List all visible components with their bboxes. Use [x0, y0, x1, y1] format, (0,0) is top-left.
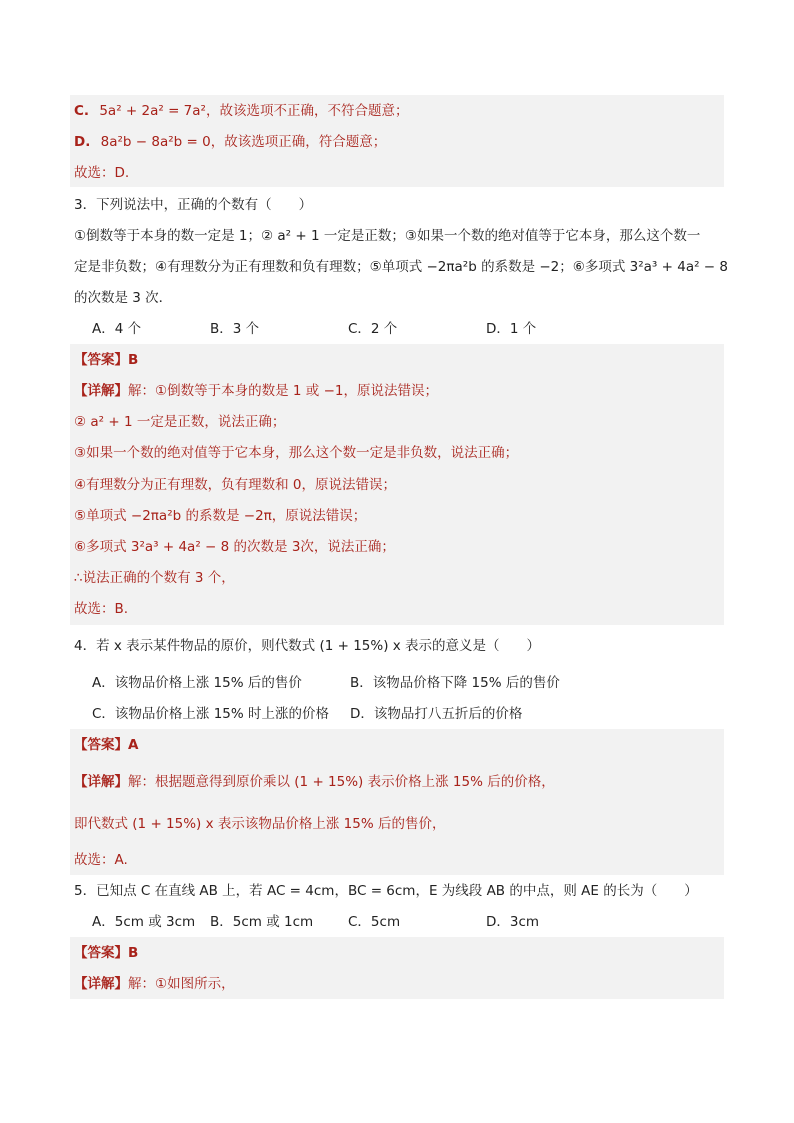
q4-detail-line-2: 即代数式 (1 + 15%) x 表示该物品价格上涨 15% 后的售价，: [74, 816, 446, 832]
q4-option-d: D．该物品打八五折后的价格: [350, 706, 523, 722]
q4-answer: 【答案】A: [74, 737, 139, 753]
q3-detail-line-6: ⑥多项式 3²a³ + 4a² − 8 的次数是 3次，说法正确；: [74, 539, 395, 555]
q3-detail-line-4: ④有理数分为正有理数，负有理数和 0，原说法错误；: [74, 477, 396, 493]
q3-choose: 故选：B.: [74, 601, 129, 617]
q3-stem: 3．下列说法中，正确的个数有（ ）: [74, 197, 313, 213]
q4-option-b: B．该物品价格下降 15% 后的售价: [350, 675, 560, 691]
q5-answer: 【答案】B: [74, 945, 139, 961]
q4-stem: 4．若 x 表示某件物品的原价，则代数式 (1 + 15%) x 表示的意义是（ ）: [74, 638, 541, 654]
q4-option-c: C．该物品价格上涨 15% 时上涨的价格: [92, 706, 330, 722]
q3-detail-line-5: ⑤单项式 −2πa²b 的系数是 −2π，原说法错误；: [74, 508, 367, 524]
q5-option-b: B．5cm 或 1cm: [210, 914, 314, 930]
q5-option-c: C．5cm: [348, 914, 401, 930]
q3-statement-line-2: 定是非负数；④有理数分为正有理数和负有理数；⑤单项式 −2πa²b 的系数是 −2；⑥多项式 3²a³ + 4a² − 8: [74, 259, 728, 275]
q3-option-a: A．4 个: [92, 321, 142, 337]
q3-detail-line-1: 【详解】解：①倒数等于本身的数是 1 或 −1，原说法错误；: [74, 383, 438, 399]
q3-statement-line-3: 的次数是 3 次．: [74, 290, 173, 306]
q5-option-d: D．3cm: [486, 914, 540, 930]
q4-choose: 故选：A.: [74, 852, 128, 868]
q4-option-a: A．该物品价格上涨 15% 后的售价: [92, 675, 302, 691]
q2-option-d-analysis: D. 8a²b − 8a²b = 0，故该选项正确，符合题意；: [74, 134, 387, 150]
q3-detail-line-2: ② a² + 1 一定是正数，说法正确；: [74, 414, 286, 430]
q3-detail-line-7: ∴说法正确的个数有 3 个，: [74, 570, 235, 586]
q5-option-a: A．5cm 或 3cm: [92, 914, 196, 930]
q4-detail-line-1: 【详解】解：根据题意得到原价乘以 (1 + 15%) 表示价格上涨 15% 后的价格，: [74, 774, 555, 790]
q3-detail-line-3: ③如果一个数的绝对值等于它本身，那么这个数一定是非负数，说法正确；: [74, 445, 519, 461]
q3-option-d: D．1 个: [486, 321, 537, 337]
q3-option-b: B．3 个: [210, 321, 260, 337]
q2-choose: 故选：D.: [74, 165, 130, 181]
q5-stem: 5．已知点 C 在直线 AB 上，若 AC = 4cm，BC = 6cm，E 为线段 AB 的中点，则 AE 的长为（ ）: [74, 883, 698, 899]
q5-detail-line-1: 【详解】解：①如图所示，: [74, 976, 235, 992]
q3-option-c: C．2 个: [348, 321, 398, 337]
q3-statement-line-1: ①倒数等于本身的数一定是 1；② a² + 1 一定是正数；③如果一个数的绝对值等于它本身，那么这个数一: [74, 228, 701, 244]
q3-answer: 【答案】B: [74, 352, 139, 368]
q2-option-c-analysis: C. 5a² + 2a² = 7a²，故该选项不正确，不符合题意；: [74, 103, 409, 119]
solution-block-q4: [70, 729, 724, 875]
